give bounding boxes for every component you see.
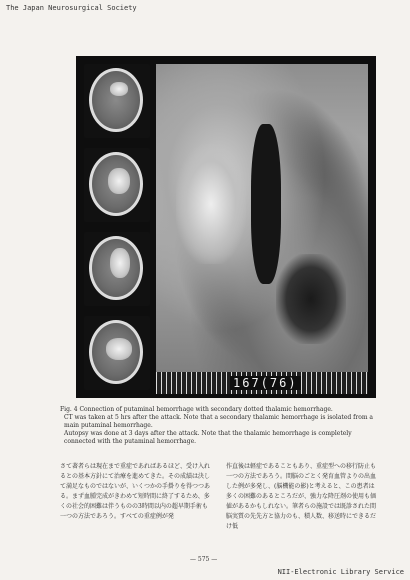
ct-scan-1 (84, 64, 150, 138)
autopsy-brain-section (156, 64, 368, 394)
caption-line-3: Autopsy was done at 3 days after the attack. Note that the thalamic hemorrhage is completely connected with the putaminal hemorrhage. (64, 430, 352, 445)
figure-4 (76, 56, 376, 398)
body-text (60, 462, 378, 536)
society-header: The Japan Neurosurgical Society (6, 4, 137, 12)
ct-scan-3 (84, 232, 150, 306)
caption-line-2: CT was taken at 5 hrs after the attack. Note that a secondary thalamic hemorrhage is isolated from a main putaminal hemorrhage. (64, 414, 373, 429)
ct-scan-4 (84, 316, 150, 390)
caption-line-1: Fig. 4 Connection of putaminal hemorrhage with secondary dotted thalamic hemorrhage. (60, 406, 333, 413)
ct-scan-column (84, 64, 150, 394)
body-right-column: 作直後は軽症であることもあり、重症型への移行防止も一つの方法であろう。間脳のごとく発育血管よりの出血した例が多発し、(脳機能の影)と考えると、この患者は多くの困難のあるところだが、強力な降圧剤の使用も価値があるかもしれない。筆者らの施設では既診された間脳実質の先先方と協力のも、積人数、移送時にできるだけ低 (226, 463, 377, 530)
library-footer: NII-Electronic Library Service (277, 568, 404, 576)
scale-label: 167(76) (230, 376, 301, 390)
ct-scan-2 (84, 148, 150, 222)
body-left-column: さて著者らは現在まで重症であればあるほど、受け入れるとの基本方針にて治療を進めてきた。その成績は決して満足なものではないが、いくつかの手掛りを得つつある。まず血腫完成がきわめて短時間に終了するため、多くの社会的困難は伴うものの3時間以内の超早期手術も一つの方法であろう。すべての重症例が発 (60, 463, 211, 520)
page-number: — 575 — (190, 556, 218, 563)
figure-caption (60, 406, 378, 446)
